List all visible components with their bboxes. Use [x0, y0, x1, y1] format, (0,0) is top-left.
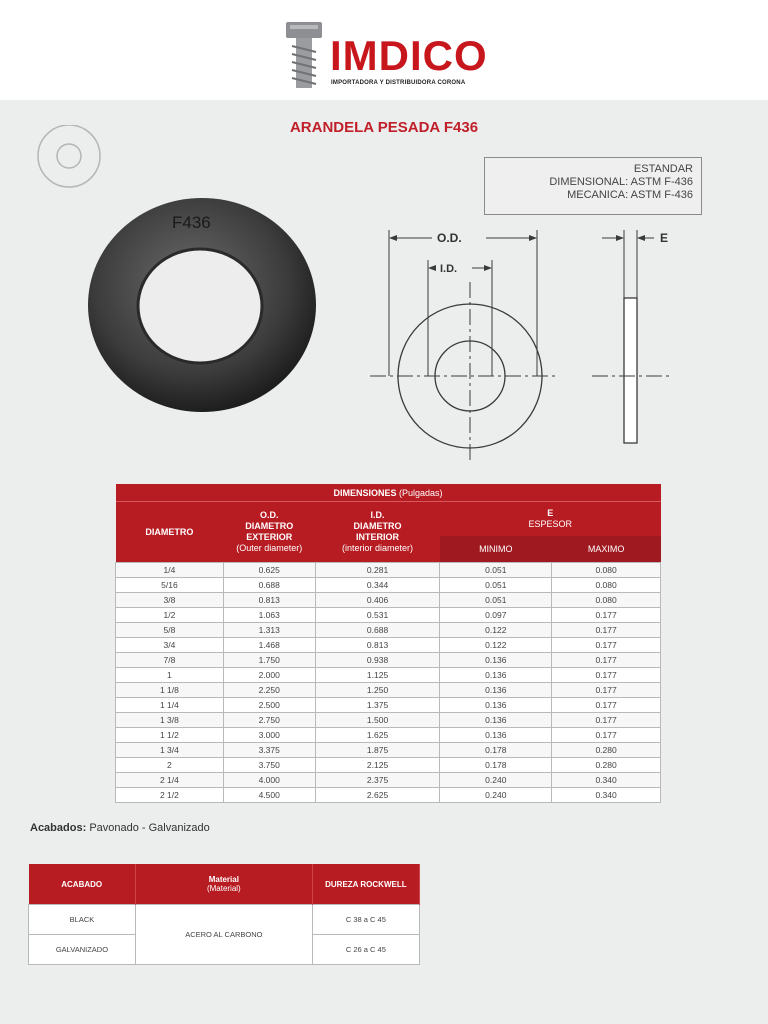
- table-row: [116, 773, 661, 788]
- min-cell: 0.051: [440, 563, 552, 578]
- min-cell: 0.178: [440, 758, 552, 773]
- od-cell: 2.500: [223, 698, 315, 713]
- diametro-cell: 2 1/4: [116, 773, 224, 788]
- diametro-cell: 5/16: [116, 578, 224, 593]
- col-diametro: DIAMETRO: [116, 502, 224, 563]
- diametro-cell: 1 1/2: [116, 728, 224, 743]
- table-row: [116, 788, 661, 803]
- table-row: [116, 668, 661, 683]
- od-cell: 2.250: [223, 683, 315, 698]
- max-cell: 0.177: [552, 683, 661, 698]
- id-cell: 0.281: [315, 563, 440, 578]
- brand-name: IMDICO: [330, 32, 488, 79]
- od-cell: 3.375: [223, 743, 315, 758]
- id-cell: 0.938: [315, 653, 440, 668]
- diametro-cell: 1: [116, 668, 224, 683]
- min-cell: 0.051: [440, 578, 552, 593]
- od-cell: 1.063: [223, 608, 315, 623]
- od-cell: 1.313: [223, 623, 315, 638]
- diametro-cell: 1 1/8: [116, 683, 224, 698]
- standard-box: [484, 157, 702, 215]
- id-cell: 1.625: [315, 728, 440, 743]
- diametro-cell: 1/4: [116, 563, 224, 578]
- finish-table: [28, 864, 420, 965]
- col-interior-diameter: I.D. DIAMETRO INTERIOR (interior diameter): [315, 502, 440, 563]
- diametro-cell: 5/8: [116, 623, 224, 638]
- diametro-cell: 1 1/4: [116, 698, 224, 713]
- diametro-cell: 1 3/4: [116, 743, 224, 758]
- col-dureza: DUREZA ROCKWELL: [312, 864, 419, 905]
- table-row: [116, 623, 661, 638]
- table-row: [116, 758, 661, 773]
- standard-heading: ESTANDAR: [633, 163, 693, 175]
- finish-dureza-cell: C 26 a C 45: [312, 935, 419, 965]
- finishes-label: Acabados:: [30, 822, 87, 834]
- id-cell: 2.625: [315, 788, 440, 803]
- table-row: [116, 698, 661, 713]
- finish-acabado-cell: GALVANIZADO: [29, 935, 136, 965]
- min-cell: 0.122: [440, 638, 552, 653]
- id-cell: 0.531: [315, 608, 440, 623]
- col-outer-diameter: O.D. DIAMETRO EXTERIOR (Outer diameter): [223, 502, 315, 563]
- diametro-cell: 3/8: [116, 593, 224, 608]
- diametro-cell: 2: [116, 758, 224, 773]
- table-row: [116, 608, 661, 623]
- col-acabado: ACABADO: [29, 864, 136, 905]
- od-cell: 3.000: [223, 728, 315, 743]
- max-cell: 0.177: [552, 638, 661, 653]
- od-cell: 0.625: [223, 563, 315, 578]
- min-cell: 0.136: [440, 653, 552, 668]
- bolt-logo-icon: [284, 22, 324, 88]
- od-cell: 4.000: [223, 773, 315, 788]
- od-cell: 1.468: [223, 638, 315, 653]
- od-cell: 1.750: [223, 653, 315, 668]
- min-cell: 0.240: [440, 773, 552, 788]
- e-label: E: [660, 231, 669, 245]
- id-cell: 1.500: [315, 713, 440, 728]
- washer-dimension-diagram: [370, 222, 690, 462]
- od-cell: 0.688: [223, 578, 315, 593]
- photo-stamp-label: F436: [172, 213, 211, 232]
- diametro-cell: 1 3/8: [116, 713, 224, 728]
- dimensions-caption: DIMENSIONES (Pulgadas): [116, 484, 661, 502]
- min-cell: 0.136: [440, 728, 552, 743]
- finishes-note: [30, 822, 210, 834]
- page-title: ARANDELA PESADA F436: [289, 119, 479, 136]
- max-cell: 0.177: [552, 668, 661, 683]
- col-minimo: MINIMO: [440, 536, 552, 563]
- max-cell: 0.280: [552, 743, 661, 758]
- max-cell: 0.080: [552, 563, 661, 578]
- max-cell: 0.340: [552, 788, 661, 803]
- finish-material-cell: ACERO AL CARBONO: [135, 905, 312, 965]
- dimensions-table: [115, 484, 661, 803]
- max-cell: 0.340: [552, 773, 661, 788]
- table-row: [116, 593, 661, 608]
- min-cell: 0.122: [440, 623, 552, 638]
- table-row: [116, 728, 661, 743]
- max-cell: 0.177: [552, 698, 661, 713]
- finish-acabado-cell: BLACK: [29, 905, 136, 935]
- max-cell: 0.177: [552, 713, 661, 728]
- table-row: [116, 578, 661, 593]
- min-cell: 0.240: [440, 788, 552, 803]
- table-row: [116, 713, 661, 728]
- col-material: Material (Material): [135, 864, 312, 905]
- col-espesor: E ESPESOR: [440, 502, 661, 537]
- id-cell: 0.688: [315, 623, 440, 638]
- table-row: [29, 905, 420, 935]
- finish-dureza-cell: C 38 a C 45: [312, 905, 419, 935]
- id-cell: 1.250: [315, 683, 440, 698]
- max-cell: 0.177: [552, 728, 661, 743]
- washer-photo: [86, 196, 318, 414]
- id-cell: 0.813: [315, 638, 440, 653]
- id-cell: 0.344: [315, 578, 440, 593]
- header-banner: [0, 0, 768, 100]
- diametro-cell: 7/8: [116, 653, 224, 668]
- id-cell: 1.125: [315, 668, 440, 683]
- max-cell: 0.177: [552, 623, 661, 638]
- diametro-cell: 3/4: [116, 638, 224, 653]
- brand-tagline: IMPORTADORA Y DISTRIBUIDORA CORONA: [331, 80, 466, 86]
- od-cell: 2.000: [223, 668, 315, 683]
- max-cell: 0.177: [552, 653, 661, 668]
- od-label: O.D.: [437, 231, 462, 245]
- diametro-cell: 1/2: [116, 608, 224, 623]
- table-row: [116, 563, 661, 578]
- min-cell: 0.136: [440, 698, 552, 713]
- min-cell: 0.136: [440, 683, 552, 698]
- max-cell: 0.177: [552, 608, 661, 623]
- col-maximo: MAXIMO: [552, 536, 661, 563]
- min-cell: 0.097: [440, 608, 552, 623]
- max-cell: 0.280: [552, 758, 661, 773]
- max-cell: 0.080: [552, 578, 661, 593]
- table-row: [116, 683, 661, 698]
- min-cell: 0.136: [440, 713, 552, 728]
- id-cell: 2.375: [315, 773, 440, 788]
- id-cell: 2.125: [315, 758, 440, 773]
- id-label: I.D.: [440, 263, 458, 275]
- id-cell: 1.875: [315, 743, 440, 758]
- diametro-cell: 2 1/2: [116, 788, 224, 803]
- table-row: [116, 638, 661, 653]
- standard-dimensional: DIMENSIONAL: ASTM F-436: [549, 176, 693, 188]
- max-cell: 0.080: [552, 593, 661, 608]
- table-row: [116, 653, 661, 668]
- standard-mechanical: MECANICA: ASTM F-436: [567, 189, 693, 201]
- min-cell: 0.136: [440, 668, 552, 683]
- od-cell: 3.750: [223, 758, 315, 773]
- table-row: [116, 743, 661, 758]
- od-cell: 2.750: [223, 713, 315, 728]
- min-cell: 0.051: [440, 593, 552, 608]
- min-cell: 0.178: [440, 743, 552, 758]
- od-cell: 0.813: [223, 593, 315, 608]
- id-cell: 0.406: [315, 593, 440, 608]
- finishes-value: Pavonado - Galvanizado: [89, 822, 210, 834]
- od-cell: 4.500: [223, 788, 315, 803]
- id-cell: 1.375: [315, 698, 440, 713]
